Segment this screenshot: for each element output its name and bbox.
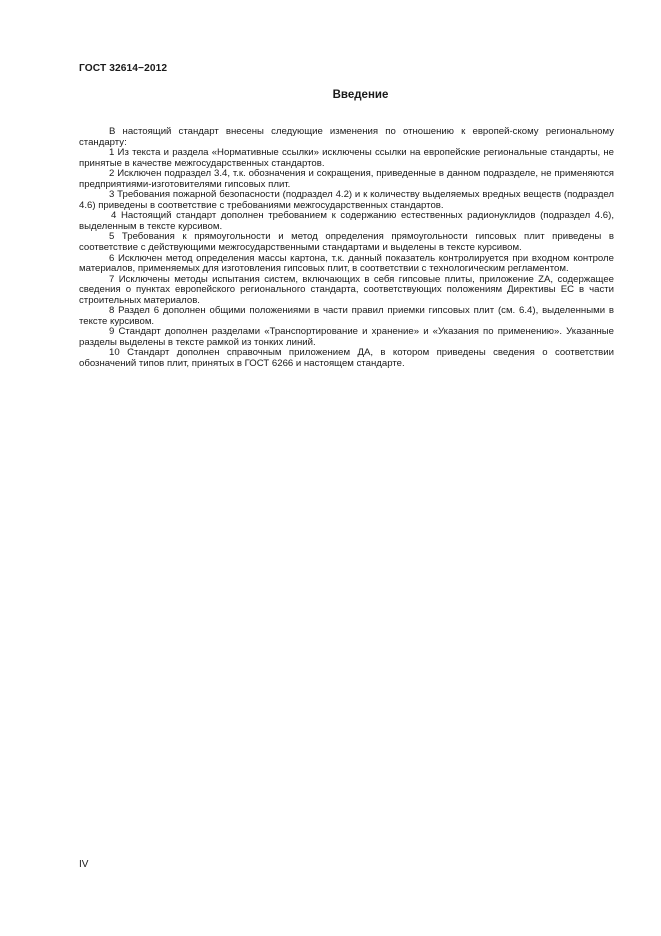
paragraph-item-8: 8 Раздел 6 дополнен общими положениями в части правил приемки гипсовых плит (см. 6.4), выделенными в тексте курсивом. bbox=[79, 305, 614, 327]
paragraph-item-3: 3 Требования пожарной безопасности (подраздел 4.2) и к количеству выделяемых вредных веществ (подраздел 4.6) приведены в соответствие с требованиями межгосударственных стандартов. bbox=[79, 189, 614, 211]
paragraph-intro: В настоящий стандарт внесены следующие изменения по отношению к европей-скому региональному стандарту: bbox=[79, 126, 614, 148]
page-number: IV bbox=[79, 859, 89, 870]
introduction-body bbox=[79, 127, 614, 370]
paragraph-item-9: 9 Стандарт дополнен разделами «Транспортирование и хранение» и «Указания по применению». Указанные разделы выделены в тексте рамкой из тонких линий. bbox=[79, 326, 614, 348]
document-code-header: ГОСТ 32614−2012 bbox=[79, 63, 168, 74]
paragraph-item-10: 10 Стандарт дополнен справочным приложением ДА, в котором приведены сведения о соответствии обозначений типов плит, принятых в ГОСТ 6266 и настоящем стандарте. bbox=[79, 347, 614, 370]
paragraph-item-6: 6 Исключен метод определения массы картона, т.к. данный показатель контролируется при входном контроле материалов, применяемых для изготовления гипсовых плит, в соответствии с технологическим регламентом. bbox=[79, 252, 614, 275]
paragraph-item-2: 2 Исключен подраздел 3.4, т.к. обозначения и сокращения, приведенные в данном подразделе, не применяются предприятиями-изготовителями гипсовых плит. bbox=[79, 168, 614, 190]
paragraph-item-7: 7 Исключены методы испытания систем, включающих в себя гипсовые плиты, приложение ZA, содержащее сведения о пунктах европейского регионального стандарта, соответствующих положениям Директивы ЕС в части строительных материалов. bbox=[79, 273, 614, 306]
paragraph-item-5: 5 Требования к прямоугольности и метод определения прямоугольности гипсовых плит приведены в соответствие с действующими межгосударственными стандартами и выделены в тексте курсивом. bbox=[79, 231, 614, 254]
paragraph-item-4: 4 Настоящий стандарт дополнен требованием к содержанию естественных радионуклидов (подраздел 4.6), выделенным в тексте курсивом. bbox=[79, 210, 614, 232]
section-title: Введение bbox=[332, 89, 389, 101]
paragraph-item-1: 1 Из текста и раздела «Нормативные ссылки» исключены ссылки на европейские региональные стандарты, не принятые в качестве межгосударственных стандартов. bbox=[79, 147, 614, 169]
